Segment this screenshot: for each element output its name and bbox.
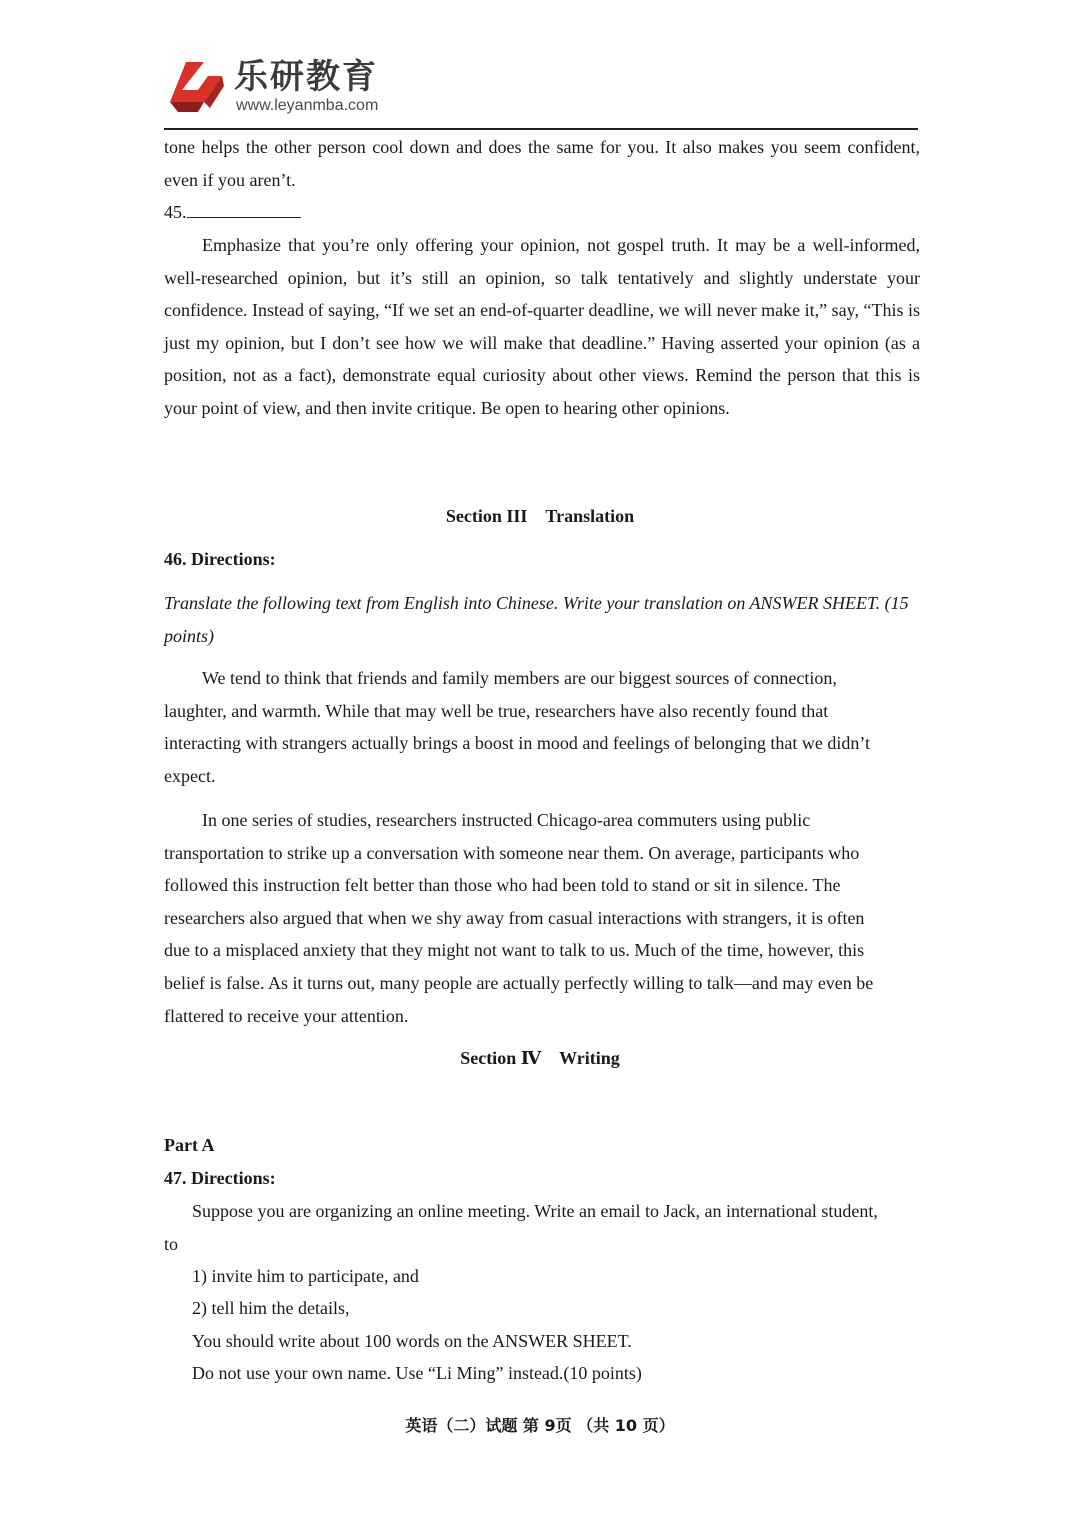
section4-title (0, 1042, 1080, 1075)
brand-url: www.leyanmba.com (236, 97, 379, 114)
para2-line: followed this instruction felt better than those who had been told to stand or sit in silence. The (164, 875, 841, 896)
section3-name: Translation (545, 506, 635, 526)
section4-number: Section Ⅳ (460, 1048, 542, 1068)
q47-heading: 47. Directions: (164, 1168, 276, 1188)
q47-word-count: You should write about 100 words on the ANSWER SHEET. (192, 1331, 632, 1351)
q47-item-1: 1) invite him to participate, and (192, 1266, 419, 1286)
para2-line: researchers also argued that when we shy away from casual interactions with strangers, it is often (164, 907, 865, 928)
section4-name: Writing (559, 1048, 620, 1068)
para1-line: We tend to think that friends and family members are our biggest sources of connection, (202, 668, 837, 688)
para2-line: belief is false. As it turns out, many people are actually perfectly willing to talk—and may even be (164, 972, 874, 993)
carryover-paragraph: tone helps the other person cool down and does the same for you. It also makes you seem confident, even if you aren’t. (164, 137, 920, 190)
header-divider (164, 128, 918, 130)
brand-name: 乐研教育 (234, 57, 378, 97)
translation-paragraph-1 (164, 662, 920, 792)
q47-name-note: Do not use your own name. Use “Li Ming” instead.(10 points) (192, 1363, 642, 1383)
page-header (164, 56, 924, 128)
q45-label: 45. (164, 202, 187, 222)
section3-title (0, 500, 1080, 533)
para2-line: transportation to strike up a conversation with someone near them. On average, participants who (164, 842, 860, 863)
q46-directions: Translate the following text from English into Chinese. Write your translation on ANSWER SHEET. (15 points) (164, 593, 909, 646)
para1-line: laughter, and warmth. While that may well be true, researchers have also recently found that (164, 700, 829, 721)
para2-line: flattered to receive your attention. (164, 1005, 409, 1026)
q47-item-2: 2) tell him the details, (192, 1298, 350, 1318)
q47-intro-cont: to (164, 1234, 179, 1254)
q46-heading: 46. Directions: (164, 549, 276, 569)
section3-number: Section III (445, 506, 528, 526)
translation-paragraph-2 (164, 804, 920, 1032)
q45-line (164, 196, 920, 229)
q47-intro: Suppose you are organizing an online meeting. Write an email to Jack, an international student, (192, 1201, 878, 1221)
para2-line: due to a misplaced anxiety that they might not want to talk to us. Much of the time, however, this (164, 940, 865, 961)
para2-line: In one series of studies, researchers instructed Chicago-area commuters using public (202, 810, 811, 830)
para1-line: expect. (164, 765, 216, 786)
part-a-heading: Part A (164, 1135, 215, 1155)
para1-line: interacting with strangers actually brings a boost in mood and feelings of belonging that we didn’t (164, 733, 871, 754)
q45-answer-blank (187, 199, 301, 218)
page-footer: 英语（二）试题 第 9页 （共 10 页） (405, 1416, 675, 1435)
q45-paragraph: Emphasize that you’re only offering your opinion, not gospel truth. It may be a well-informed, well-researched opinion, but it’s still an opinion, so talk tentatively and slightly understate your confidence. Instead of saying, “If we set an end-of-quarter deadline, we will never make it,” say, “This is just my opinion, but I don’t see how we will make that deadline.” Having asserted your opinion (as a position, not as a fact), demonstrate equal curiosity about other views. Remind the person that this is your point of view, and then invite critique. Be open to hearing other opinions. (164, 235, 920, 418)
leyan-logo-icon (164, 56, 226, 118)
